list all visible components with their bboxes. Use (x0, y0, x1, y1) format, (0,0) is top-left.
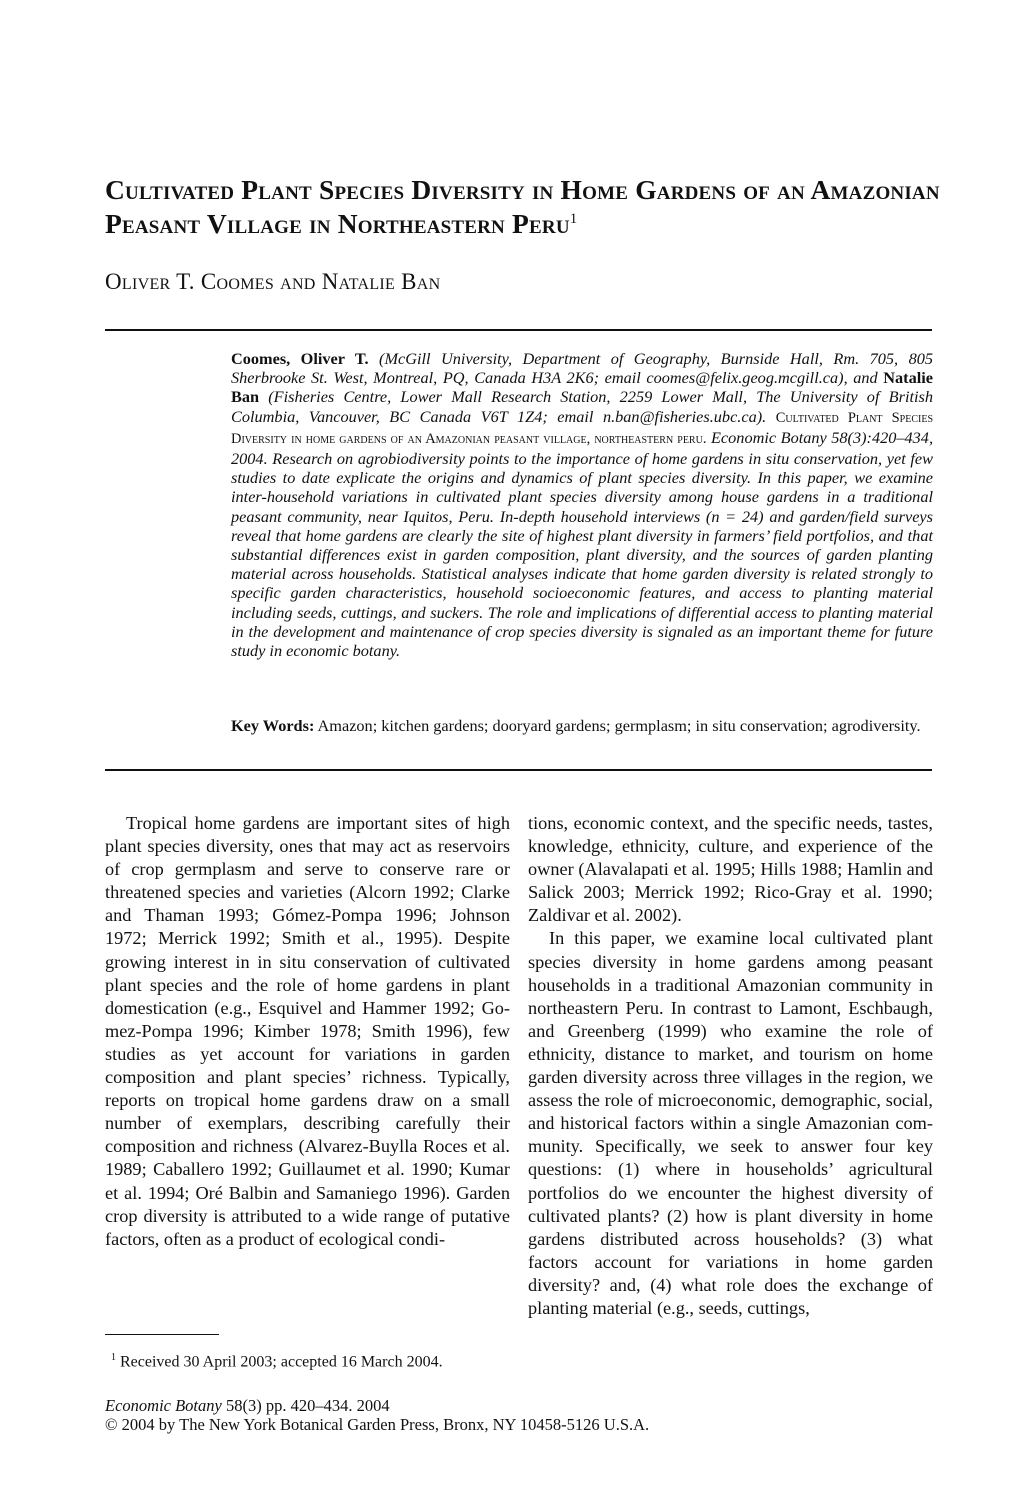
abstract (231, 349, 933, 660)
footnote-mark: 1 (111, 1352, 116, 1363)
article-title (105, 173, 945, 241)
top-divider (105, 329, 932, 331)
keywords-label: Key Words: (231, 716, 315, 735)
body-column-right (528, 812, 933, 1320)
footer-citation-text: 58(3) pp. 420–434. 2004 (221, 1396, 390, 1415)
footnote-text: Received 30 April 2003; accepted 16 March 2004. (116, 1353, 443, 1371)
body-paragraph: In this paper, we examine local cultivated plant species diversity in home gardens among peasant households in a traditional Amazonian community in northeastern Peru. In contrast to Lamont, Eschbaugh, and Greenberg (1999) who examine the role of ethnicity, distance to market, and tourism on home garden diversity across three villages in the region, we assess the role of microeconomic, demographic, social, and historical factors within a single Amazonian community. Specifically, we seek to answer four key questions: (1) where in households’ agricultural portfolios do we encounter the highest diversity of cultivated plants? (2) how is plant diversity in home gardens distributed across households? (3) what factors account for variations in home garden diversity? and, (4) what role does the exchange of planting material (e.g., seeds, cuttings, (528, 928, 933, 1318)
footnote-divider (105, 1334, 219, 1335)
footer-journal: Economic Botany (105, 1396, 222, 1415)
footer-citation (105, 1396, 935, 1415)
author2-affiliation: (Fisheries Centre, Lower Mall Research Station, 2259 Lower Mall, The University of British Columbia, Vancouver, BC Canada V6T 1Z4; email n.ban@fisheries.ubc.ca). (231, 387, 933, 426)
body-column-left (105, 812, 510, 1251)
author1-affiliation: (McGill University, Department of Geography, Burnside Hall, Rm. 705, 805 Sherbrooke St. West, Montreal, PQ, Canada H3A 2K6; email coomes@felix.geog.mcgill.ca), and (231, 349, 933, 388)
footnote (111, 1352, 516, 1371)
keywords (231, 716, 933, 735)
abstract-body: Economic Botany 58(3):420–434, 2004. Research on agrobiodiversity points to the importance of home gardens in situ conservation, yet few studies to date explicate the origins and dynamics of plant species diversity. In this paper, we examine inter-household variations in cultivated plant species diversity among house gardens in a traditional peasant community, near Iquitos, Peru. In-depth household interviews (n = 24) and garden/field surveys reveal that home gardens are clearly the site of highest plant diversity in farmers’ field portfolios, and that substantial differences exist in garden composition, plant diversity, and the sources of garden planting material across households. Statistical analyses indicate that home garden diversity is related strongly to specific garden characteristics, household socioeconomic features, and access to planting material including seeds, cuttings, and suckers. The role and implications of differential access to planting material in the development and maintenance of crop species diversity is signaled as an important theme for future study in economic botany. (231, 427, 934, 661)
author2-name: Natalie Ban (231, 368, 933, 407)
author1-name: Coomes, Oliver T. (231, 349, 369, 368)
abstract-title-caps: Cultivated Plant Species Diversity in home gardens of an Amazonian peasant village, northeastern peru. (231, 409, 934, 447)
article-authors: Oliver T. Coomes and Natalie Ban (105, 269, 441, 294)
keywords-list: Amazon; kitchen gardens; dooryard gardens; germplasm; in situ conservation; agrodiversity. (314, 716, 921, 735)
body-paragraph: Tropical home gardens are important sites of high plant species diversity, ones that may act as reservoirs of crop germplasm and serve to conserve rare or threatened species and varieties (Alcorn 1992; Clarke and Thaman 1993; Gómez-Pompa 1996; Johnson 1972; Merrick 1992; Smith et al., 1995). Despite growing interest in in situ conservation of cultivated plant species and the role of home gardens in plant domestication (e.g., Esquivel and Hammer 1992; Gomez-Pompa 1996; Kimber 1978; Smith 1996), few studies as yet account for variations in garden composition and plant species’ richness. Typically, reports on tropical home gardens draw on a small number of exemplars, describing carefully their composition and richness (Alvarez-Buylla Roces et al. 1989; Caballero 1992; Guillaumet et al. 1990; Kumar et al. 1994; Oré Balbin and Samaniego 1996). Garden crop diversity is attributed to a wide range of putative factors, often as a product of ecological condi- (105, 813, 510, 1249)
bottom-divider (105, 769, 932, 771)
title-footnote-mark[interactable]: 1 (569, 210, 578, 227)
article-title-text: Cultivated Plant Species Diversity in Home Gardens of an Amazonian Peasant Village in Northeastern Peru (105, 174, 940, 239)
body-paragraph: tions, economic context, and the specific needs, tastes, knowledge, ethnicity, culture, and experience of the owner (Alavalapati et al. 1995; Hills 1988; Hamlin and Salick 2003; Merrick 1992; Rico-Gray et al. 1990; Zaldivar et al. 2002). (528, 813, 933, 926)
footer-copyright: © 2004 by The New York Botanical Garden Press, Bronx, NY 10458-5126 U.S.A. (105, 1415, 650, 1434)
page-footer (105, 1396, 935, 1434)
